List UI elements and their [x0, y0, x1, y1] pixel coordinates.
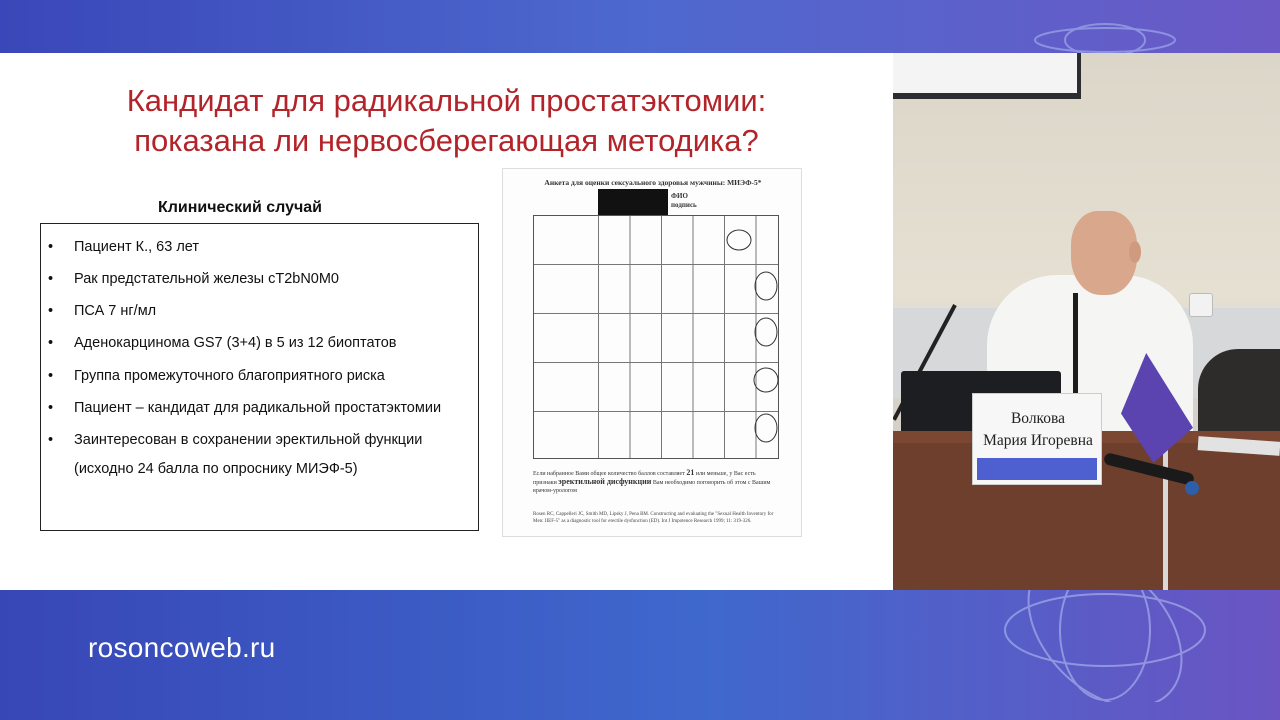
case-item: • ПСА 7 нг/мл [74, 296, 156, 326]
slide-title-line1: Кандидат для радикальной простатэктомии: [126, 83, 767, 118]
case-item: • Группа промежуточного благоприятного риска [74, 361, 385, 391]
power-socket-icon [1189, 293, 1213, 317]
chair [1198, 349, 1280, 433]
case-item: • Аденокарцинома GS7 (3+4) в 5 из 12 биоптатов [74, 328, 396, 358]
wall-screen [893, 53, 1081, 99]
fio-label: ФИО [671, 192, 688, 200]
note-number: 21 [686, 468, 695, 477]
note-emphasis: эректильной дисфункции [558, 477, 652, 486]
speaker-video [893, 53, 1280, 590]
case-box [40, 223, 479, 531]
note-prefix: Если набранное Вами общее количество баллов составляет [533, 471, 685, 477]
case-heading: Клинический случай [157, 199, 323, 216]
brand-url: rosoncoweb.ru [88, 632, 276, 663]
scan-title: Анкета для оценки сексуального здоровья мужчины: МИЭФ-5* [544, 178, 762, 187]
scan-fio-label [671, 192, 697, 210]
speaker-nameplate [972, 393, 1102, 485]
questionnaire-scan [502, 168, 802, 537]
case-item-continuation: (исходно 24 балла по опроснику МИЭФ-5) [74, 461, 358, 477]
hand-circles-icon [534, 216, 780, 460]
speaker-head [1071, 211, 1137, 295]
atom-logo-bottom-icon [990, 590, 1220, 702]
note-end: Вам необходимо поговорить об этом с Вашим врачом-урологом [533, 480, 771, 494]
slide-title-line2: показана ли нервосберегающая методика? [134, 123, 759, 158]
nameplate-logo-strip [977, 458, 1097, 480]
flag-pole [1163, 433, 1168, 590]
case-item: • Пациент – кандидат для радикальной простатэктомии [74, 393, 441, 423]
case-item: • Рак предстательной железы cT2bN0M0 [74, 264, 339, 294]
case-item: • Заинтересован в сохранении эректильной функции [74, 425, 422, 455]
slide-title [0, 81, 893, 161]
speaker-ear [1129, 241, 1141, 263]
questionnaire-table [533, 215, 779, 459]
scan-note [533, 469, 779, 495]
note-suffix: или меньше, у Вас есть признаки [533, 471, 756, 486]
nameplate-name: Мария Игоревна [983, 432, 1093, 449]
desk-microphone-tip-icon [1185, 481, 1199, 495]
scan-reference: Rosen RC, Cappelleri JC, Smith MD, Lipsky J, Pena BM. Constructing and evaluating the "Sexual Health Inventory for Men: IIEF-5" as a diagnostic tool for erectile dysfunction (ED). Int J Impotence Research 1999; 11: 319-326. [533, 512, 774, 524]
redaction-block [598, 189, 668, 215]
case-item: • Пациент К., 63 лет [74, 232, 199, 262]
presentation-slide [0, 53, 893, 590]
nameplate-surname: Волкова [1010, 410, 1066, 427]
signature-label: подпись [671, 201, 697, 209]
